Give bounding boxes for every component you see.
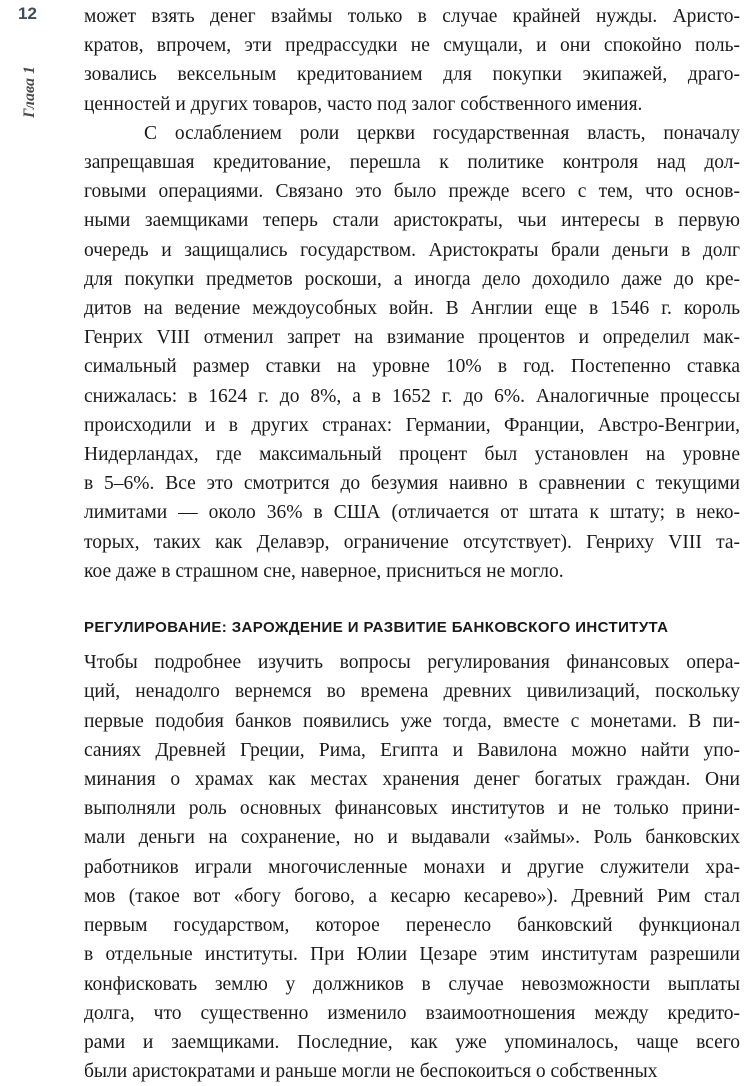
section-heading: РЕГУЛИРОВАНИЕ: ЗАРОЖДЕНИЕ И РАЗВИТИЕ БАНКОВСКОГО ИНСТИТУТА [84, 619, 669, 637]
text-line: первые подобия банков появились уже тогда, вместе с монетами. В пи- [84, 710, 740, 732]
text-line: были аристократами и раньше могли не беспокоиться о собственных [84, 1061, 658, 1083]
page-body [84, 2, 740, 1086]
text-line: мали деньги на сохранение, но и выдавали «займы». Роль банковских [84, 827, 740, 849]
paragraph [84, 2, 740, 119]
page-number: 12 [18, 4, 37, 23]
text-line: Нидерландах, где максимальный процент был установлен на уровне [84, 444, 740, 466]
text-line: С ослаблением роли церкви государственная власть, поначалу [144, 122, 740, 144]
text-line: конфисковать землю у должников в случае невозможности выплаты [84, 973, 740, 995]
text-line: торых, таких как Делавэр, ограничение отсутствует). Генриху VIII та- [84, 531, 740, 553]
text-line: лимитами — около 36% в США (отличается от штата к штату; в неко- [84, 502, 740, 524]
text-line: происходили и в других странах: Германии, Франции, Австро-Венгрии, [84, 414, 740, 436]
text-line: ными заемщиками теперь стали аристократы, чьи интересы в первую [84, 210, 740, 232]
text-line: долга, что существенно изменило взаимоотношения между кредито- [84, 1002, 740, 1024]
text-line: снижалась: в 1624 г. до 8%, а в 1652 г. до 6%. Аналогичные процессы [84, 385, 740, 407]
text-line: зовались вексельным кредитованием для покупки экипажей, драго- [84, 64, 740, 86]
paragraph [84, 648, 740, 1086]
text-line: саниях Древней Греции, Рима, Египта и Вавилона можно найти упо- [84, 739, 740, 761]
text-line: мов (такое вот «богу богово, а кесарю кесарево»). Древний Рим стал [84, 885, 740, 907]
text-line: может взять денег взаймы только в случае крайней нужды. Аристо- [84, 6, 740, 27]
text-line: рами и заемщиками. Последние, как уже упоминалось, чаще всего [84, 1031, 740, 1053]
paragraph [84, 119, 740, 586]
text-line: первым государством, которое перенесло банковский функционал [84, 915, 740, 937]
text-line: Генрих VIII отменил запрет на взимание процентов и определил мак- [84, 327, 740, 349]
text-line: говыми операциями. Связано это было прежде всего с тем, что основ- [84, 181, 740, 203]
running-head [10, 52, 50, 132]
text-line: дитов на ведение междоусобных войн. В Англии еще в 1546 г. король [84, 298, 740, 320]
text-line: работников играли многочисленные монахи и другие служители хра- [84, 856, 740, 878]
text-line: в отдельные институты. При Юлии Цезаре этим институтам разрешили [84, 944, 740, 966]
text-line: для покупки предметов роскоши, а иногда дело доходило даже до кре- [84, 268, 740, 290]
text-line: кое даже в страшном сне, наверное, присниться не могло. [84, 560, 564, 582]
text-line: очередь и защищались государством. Аристократы брали деньги в долг [84, 239, 740, 261]
text-line: ценностей и других товаров, часто под залог собственного имения. [84, 93, 643, 115]
text-line: кратов, впрочем, эти предрассудки не смущали, и они спокойно поль- [84, 35, 740, 57]
text-line: симальный размер ставки на уровне 10% в год. Постепенно ставка [84, 356, 740, 378]
text-line: Чтобы подробнее изучить вопросы регулирования финансовых опера- [84, 652, 740, 674]
chapter-label: Глава 1 [21, 65, 38, 119]
text-line: минания о храмах как местах хранения денег богатых граждан. Они [84, 769, 740, 791]
text-line: выполняли роль основных финансовых институтов и не только прини- [84, 798, 740, 820]
text-line: ций, ненадолго вернемся во времена древних цивилизаций, поскольку [84, 681, 740, 703]
text-line: в 5–6%. Все это смотрится до безумия наивно в сравнении с текущими [84, 473, 740, 495]
text-line: запрещавшая кредитование, перешла к политике контроля над дол- [84, 152, 740, 174]
